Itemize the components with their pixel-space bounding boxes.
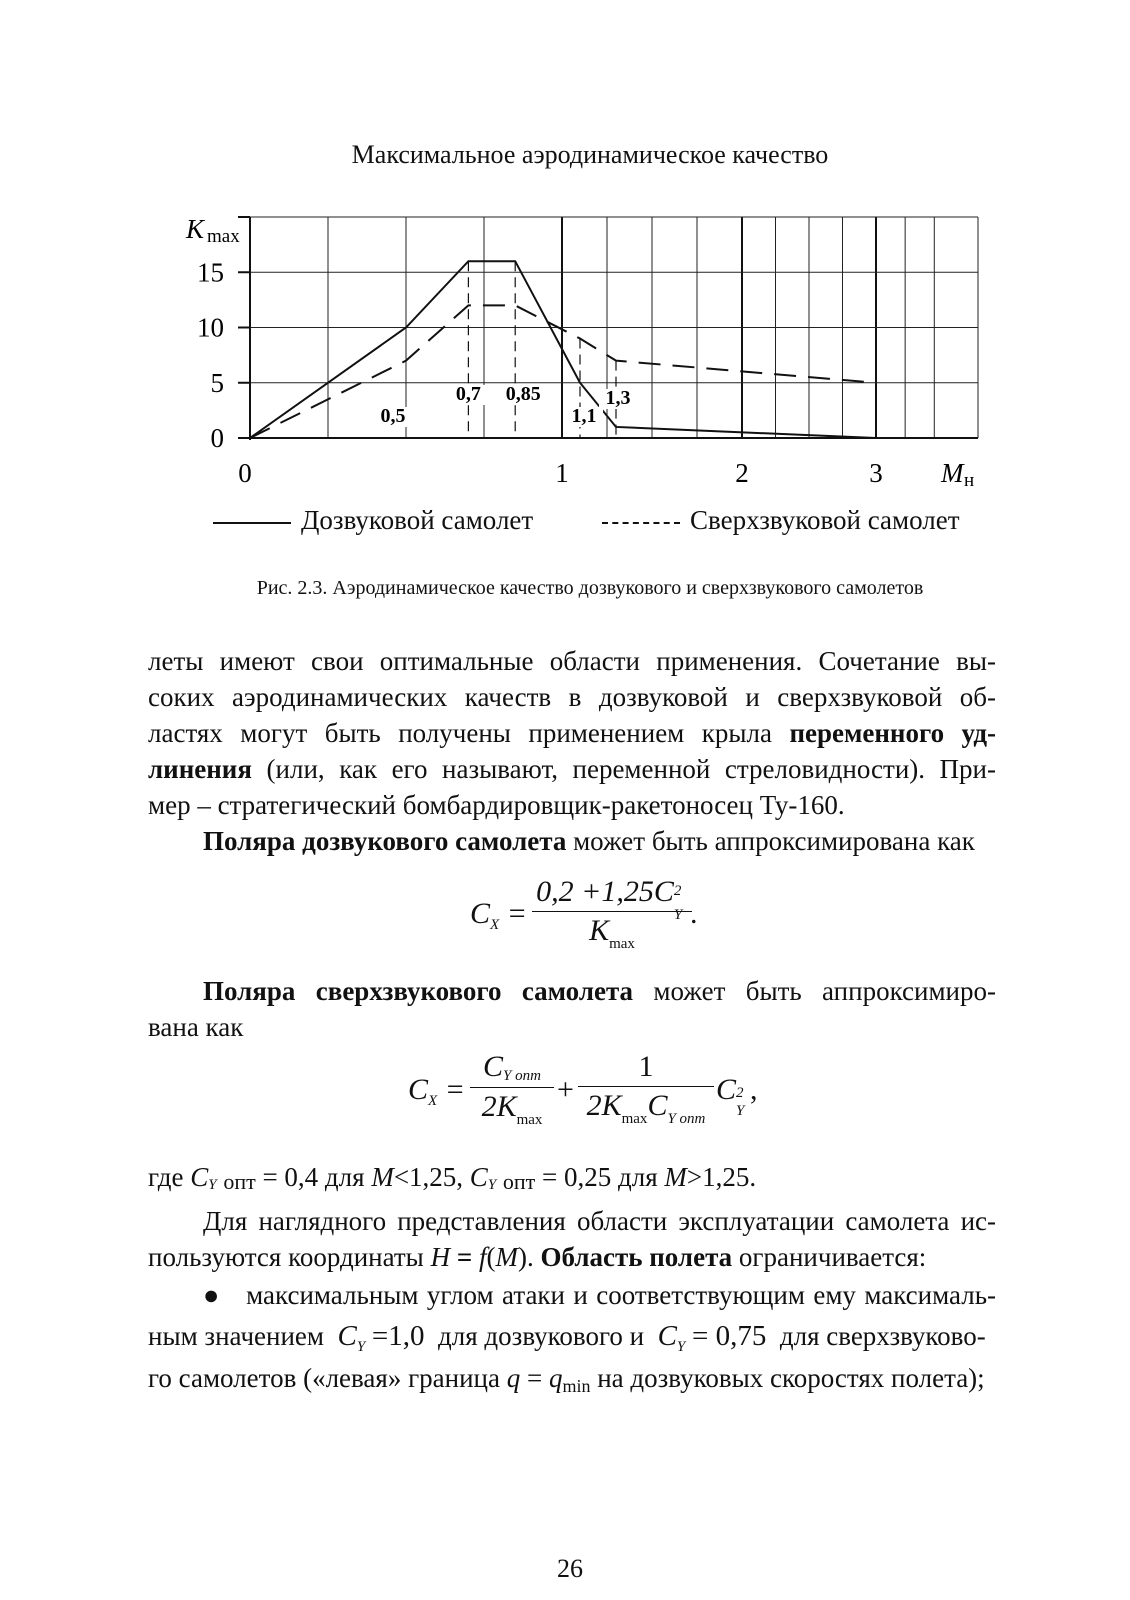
legend-item-subsonic: [213, 505, 533, 536]
x-tick-label: 3: [869, 458, 883, 488]
legend-label-supersonic: Сверхзвуковой самолет: [690, 505, 960, 535]
formula-sub: Y опт: [667, 1111, 706, 1127]
y-tick-label: 0: [210, 423, 224, 453]
chart-title: Максимальное аэродинамическое качество: [351, 140, 829, 169]
text-span: = 0,4 для: [262, 1162, 365, 1192]
text-span: >1,25.: [686, 1162, 757, 1192]
formula-subsonic: $C_X$ =: [470, 897, 527, 933]
formula-den-text: 2K: [481, 1090, 517, 1123]
y-tick-label: 15: [197, 257, 224, 288]
formula-fraction-2: [578, 1050, 714, 1128]
annotation-label: 0,5: [380, 405, 406, 427]
figure-caption: Рис. 2.3. Аэродинамическое качество дозвукового и сверхзвукового самолетов: [256, 577, 924, 599]
formula-numerator: 1: [578, 1050, 714, 1087]
formula-sub: X: [490, 917, 500, 933]
text-line: соких аэродинамических качеств в дозвуковой и сверхзвуковой об-: [148, 682, 996, 712]
formula-sup: 2: [673, 883, 682, 899]
text-span: = 0,75: [692, 1320, 767, 1352]
formula-num-text: 0,2 +1,25C: [536, 875, 674, 908]
text-sub: опт: [223, 1169, 256, 1194]
y-axis-label: K: [186, 214, 205, 244]
formula-supersonic: $C_X$ =: [408, 1073, 465, 1109]
text-span: где: [148, 1162, 184, 1192]
text-line: пользуются координаты H = f(M). Область полета ограничивается:: [148, 1242, 927, 1272]
text-line: [148, 754, 996, 785]
text-span: пользуются координаты: [148, 1242, 424, 1272]
text-span: может быть аппроксимирована как: [573, 826, 975, 856]
bold-term: переменного уд-: [789, 718, 996, 748]
formula-denominator: [578, 1087, 714, 1128]
text-span: (или, как его называют, переменной стреловидности). При-: [266, 754, 996, 784]
formula-tail: C 2 Y ,: [716, 1073, 758, 1119]
text-line: ным значением $C_Y =1,0$ для дозвукового и $C_Y = 0,75$ для сверхзвуково-: [148, 1320, 986, 1355]
y-tick-label: 10: [197, 312, 224, 343]
text-span: го самолетов («левая» граница: [148, 1363, 500, 1393]
annotation-label: 0,85: [505, 383, 541, 405]
bold-term: Поляра сверхзвукового самолета: [203, 976, 634, 1006]
annotation-label: 1,1: [571, 405, 597, 427]
formula-den-c: C: [647, 1089, 668, 1122]
legend-label-subsonic: Дозвуковой самолет: [301, 505, 534, 535]
annotation-label: 1,3: [605, 387, 631, 409]
text-sub: опт: [502, 1169, 536, 1194]
x-tick-label: 2: [735, 458, 749, 488]
bullet-line: [148, 1280, 996, 1311]
formula-lhs: C: [470, 897, 491, 930]
text-line: вана как: [148, 1012, 244, 1042]
formula-den-text: 2K: [586, 1089, 622, 1122]
formula-lhs: C: [408, 1073, 429, 1106]
x-tick-label: 1: [555, 458, 569, 488]
formula-sub: Y опт: [503, 1068, 541, 1084]
legend-item-supersonic: [602, 505, 960, 536]
text-line: мер – стратегический бомбардировщик-ракетоносец Ту-160.: [148, 790, 845, 820]
formula-sub: X: [428, 1093, 438, 1109]
text-span: для дозвукового и: [438, 1321, 645, 1351]
legend-solid-line-icon: [213, 522, 291, 524]
formula-fraction: [532, 875, 692, 953]
bullet-icon: ●: [203, 1280, 247, 1310]
formula-plus: +: [557, 1073, 574, 1106]
text-line: где CY опт = 0,4 для M<1,25, CY опт = 0,25 для M>1,25.: [148, 1162, 757, 1194]
text-span: <1,25,: [393, 1162, 464, 1192]
text-span: может быть аппроксимиро-: [653, 976, 996, 1006]
page-number: 26: [557, 1554, 583, 1583]
chart-ticks: [197, 257, 883, 488]
y-tick-label: 5: [210, 367, 224, 398]
formula-sub: Y: [673, 907, 683, 923]
formula-sub: max: [621, 1111, 648, 1127]
text-line: леты имеют свои оптимальные области применения. Сочетание вы-: [148, 646, 996, 676]
formula-sub: Y: [736, 1103, 745, 1119]
formula-tail-c: C: [716, 1073, 737, 1106]
text-span: =1,0: [371, 1320, 425, 1352]
x-axis-label: M: [941, 458, 964, 488]
chart-axis-labels: [185, 214, 974, 491]
kmax-chart: [0, 0, 1130, 500]
formula-numerator: [470, 1050, 554, 1088]
annotation-label: 0,7: [455, 383, 481, 405]
formula-num-text: C: [483, 1050, 504, 1083]
formula-denominator: [532, 912, 692, 953]
x-tick-label: 0: [238, 458, 252, 488]
formula-period: .: [690, 897, 698, 930]
text-span: на дозвуковых скоростях полета);: [597, 1363, 985, 1393]
formula-numerator: [532, 875, 692, 923]
text-line: го самолетов («левая» граница q = qmin на дозвуковых скоростях полета);: [148, 1363, 985, 1396]
text-span: максимальным углом атаки и соответствующим ему максималь-: [246, 1280, 996, 1310]
text-line: Для наглядного представления области эксплуатации самолета ис-: [203, 1206, 996, 1236]
text-span: ным значением: [148, 1321, 324, 1351]
text-line: [148, 718, 996, 749]
x-axis-label-sub: н: [964, 470, 975, 491]
text-span: ластях могут быть получены применением крыла: [148, 718, 772, 748]
formula-fraction-1: [470, 1050, 554, 1129]
text-span: = 0,25 для: [542, 1162, 658, 1192]
formula-den-text: K: [589, 914, 610, 947]
text-span: ограничивается:: [738, 1242, 927, 1272]
formula-sup: 2: [736, 1085, 744, 1101]
bold-term: Область полета: [540, 1242, 733, 1272]
text-span: для сверхзвуково-: [779, 1321, 986, 1351]
y-axis-label-sub: max: [207, 226, 240, 247]
formula-denominator: [470, 1088, 554, 1129]
text-line: [148, 826, 996, 857]
bold-term: линения: [148, 754, 252, 784]
formula-sub: max: [516, 1112, 543, 1128]
text-line: [148, 976, 996, 1007]
legend-dashed-line-icon: [602, 522, 680, 524]
bold-term: Поляра дозвукового самолета: [203, 826, 567, 856]
formula-sub: max: [609, 936, 635, 952]
